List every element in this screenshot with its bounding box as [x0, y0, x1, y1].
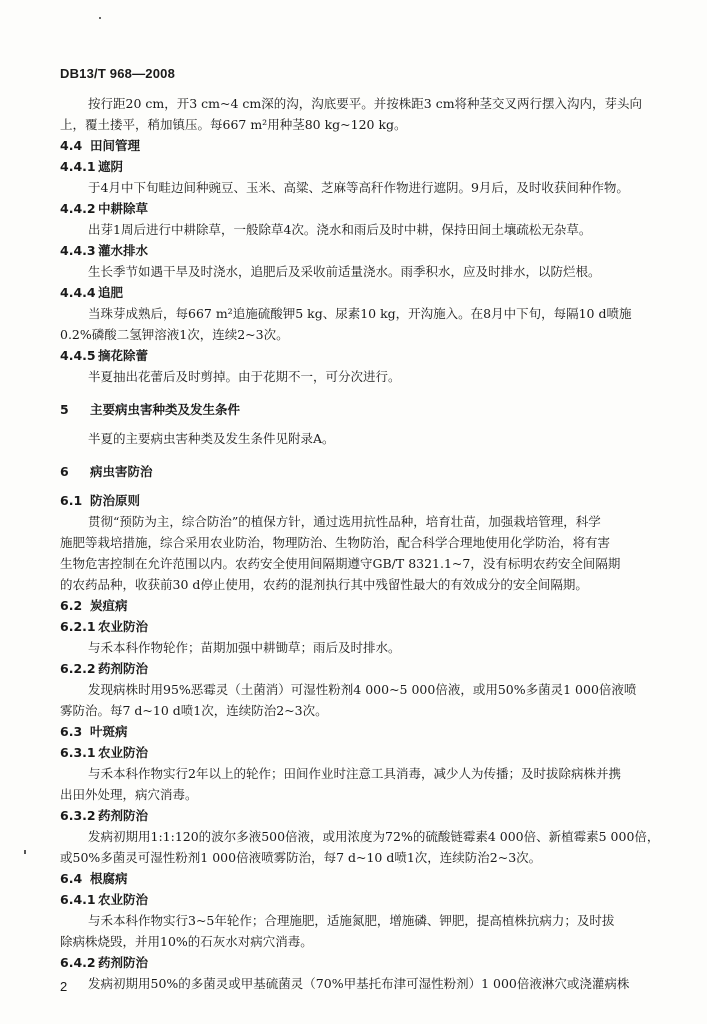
section-number: 6.4.1 [60, 892, 96, 907]
paragraph-line: 与禾本科作物轮作；苗期加强中耕锄草；雨后及时排水。 [88, 640, 401, 655]
section-heading [60, 742, 688, 763]
section-heading [60, 805, 688, 826]
section-number: 6.1 [60, 493, 83, 508]
spacer [60, 449, 688, 461]
section-number: 6.3 [60, 724, 83, 739]
paragraph-line: 的农药品种，收获前30 d停止使用，农药的混剂执行其中残留性最大的有效成分的安全间隔期。 [60, 577, 588, 592]
section-heading [60, 952, 688, 973]
section-title: 农业防治 [98, 619, 149, 634]
section-title: 防治原则 [90, 493, 141, 508]
standard-number-header: DB13/T 968—2008 [60, 66, 176, 81]
section-number: 6.4 [60, 871, 83, 886]
section-title: 遮阴 [98, 159, 124, 174]
section-title: 中耕除草 [98, 201, 149, 216]
paragraph-line: 发现病株时用95%恶霉灵（土菌消）可湿性粉剂4 000~5 000倍液，或用50%多菌灵1 000倍液喷 [88, 682, 637, 697]
paragraph-line: 半夏抽出花蕾后及时剪掉。由于花期不一，可分次进行。 [88, 369, 401, 384]
section-title: 炭疽病 [90, 598, 128, 613]
section-heading [60, 399, 688, 420]
section-title: 药剂防治 [98, 661, 149, 676]
section-number: 6.3.2 [60, 808, 96, 823]
section-heading [60, 156, 688, 177]
section-title: 田间管理 [90, 138, 141, 153]
paragraph-line: 出芽1周后进行中耕除草，一般除草4次。浇水和雨后及时中耕，保持田间土壤疏松无杂草。 [88, 222, 592, 237]
section-number: 4.4.3 [60, 243, 96, 258]
section-number: 6.3.1 [60, 745, 96, 760]
paragraph-line: 发病初期用1:1:120的波尔多液500倍液，或用浓度为72%的硫酸链霉素4 000倍、新植霉素5 000倍， [88, 829, 660, 844]
section-number: 6.2 [60, 598, 83, 613]
section-heading [60, 721, 688, 742]
paragraph-line: 出田外处理，病穴消毒。 [60, 787, 198, 802]
scan-speck [24, 850, 26, 854]
section-heading [60, 616, 688, 637]
section-number: 4.4.4 [60, 285, 96, 300]
paragraph-line: 施肥等栽培措施，综合采用农业防治，物理防治、生物防治，配合科学合理地使用化学防治，将有害 [60, 535, 611, 550]
section-heading [60, 198, 688, 219]
scan-speck [99, 17, 101, 19]
section-number: 6.2.2 [60, 661, 96, 676]
paragraph-line: 于4月中下旬畦边间种豌豆、玉米、高粱、芝麻等高秆作物进行遮阴。9月后，及时收获间种作物。 [88, 180, 629, 195]
paragraph-line: 生长季节如遇干旱及时浇水，追肥后及采收前适量浇水。雨季积水，应及时排水，以防烂根。 [88, 264, 601, 279]
section-heading [60, 345, 688, 366]
paragraph-line: 与禾本科作物实行3~5年轮作；合理施肥，适施氮肥，增施磷、钾肥，提高植株抗病力；及时拔 [88, 913, 615, 928]
section-number: 4.4.1 [60, 159, 96, 174]
section-heading [60, 282, 688, 303]
section-heading [60, 135, 688, 156]
section-number: 4.4.2 [60, 201, 96, 216]
paragraph-line: 雾防治。每7 d~10 d喷1次，连续防治2~3次。 [60, 703, 328, 718]
spacer [60, 420, 688, 428]
paragraph-line: 贯彻“预防为主，综合防治”的植保方针，通过选用抗性品种，培育壮苗，加强栽培管理，科学 [88, 514, 601, 529]
paragraph-line: 发病初期用50%的多菌灵或甲基硫菌灵（70%甲基托布津可湿性粉剂）1 000倍液淋穴或浇灌病株 [88, 976, 630, 991]
section-title: 灌水排水 [98, 243, 149, 258]
spacer [60, 482, 688, 490]
section-number: 6.4.2 [60, 955, 96, 970]
paragraph-line: 上，覆土搂平，稍加镇压。每667 m²用种茎80 kg~120 kg。 [60, 117, 407, 132]
section-number: 4.4.5 [60, 348, 96, 363]
section-heading [60, 461, 688, 482]
section-title: 主要病虫害种类及发生条件 [90, 402, 241, 417]
document-body [60, 93, 688, 994]
paragraph-line: 按行距20 cm，开3 cm~4 cm深的沟，沟底要平。并按株距3 cm将种茎交叉两行摆入沟内，芽头向 [88, 96, 643, 111]
paragraph-line: 与禾本科作物实行2年以上的轮作；田间作业时注意工具消毒，减少人为传播；及时拔除病株并携 [88, 766, 621, 781]
section-title: 农业防治 [98, 892, 149, 907]
section-title: 追肥 [98, 285, 124, 300]
section-heading [60, 868, 688, 889]
section-title: 农业防治 [98, 745, 149, 760]
spacer [60, 387, 688, 399]
paragraph-line: 当珠芽成熟后，每667 m²追施硫酸钾5 kg、尿素10 kg，开沟施入。在8月中下旬，每隔10 d喷施 [88, 306, 632, 321]
section-heading [60, 490, 688, 511]
section-heading [60, 595, 688, 616]
section-title: 摘花除蕾 [98, 348, 149, 363]
section-heading [60, 240, 688, 261]
section-title: 药剂防治 [98, 808, 149, 823]
paragraph-line: 0.2%磷酸二氢钾溶液1次，连续2~3次。 [60, 327, 289, 342]
section-heading [60, 658, 688, 679]
section-title: 叶斑病 [90, 724, 128, 739]
section-title: 病虫害防治 [90, 464, 153, 479]
section-title: 根腐病 [90, 871, 128, 886]
page-number: 2 [60, 979, 68, 994]
section-number: 5 [60, 402, 69, 417]
section-number: 6 [60, 464, 69, 479]
paragraph-line: 除病株烧毁，并用10%的石灰水对病穴消毒。 [60, 934, 313, 949]
section-number: 4.4 [60, 138, 83, 153]
paragraph-line: 半夏的主要病虫害种类及发生条件见附录A。 [88, 431, 335, 446]
paragraph-line: 生物危害控制在允许范围以内。农药安全使用间隔期遵守GB/T 8321.1~7，没有标明农药安全间隔期 [60, 556, 621, 571]
section-number: 6.2.1 [60, 619, 96, 634]
paragraph-line: 或50%多菌灵可湿性粉剂1 000倍液喷雾防治，每7 d~10 d喷1次，连续防治2~3次。 [60, 850, 542, 865]
section-heading [60, 889, 688, 910]
section-title: 药剂防治 [98, 955, 149, 970]
